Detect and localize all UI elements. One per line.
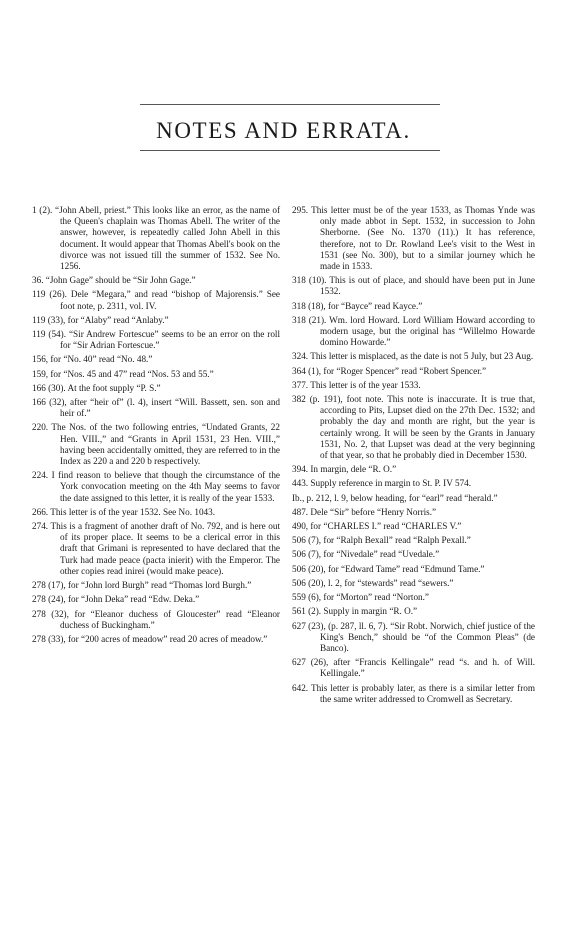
entry-text: for “Edward Tame” read “Edmund Tame.” (327, 563, 485, 574)
entry-ref: 377. (292, 379, 309, 390)
entry-ref: 278 (32), (32, 608, 69, 619)
erratum-entry (292, 205, 535, 272)
entry-text: “John Abell, priest.” This looks like an error, as the name of the Queen's chaplain was Thomas Abell. The writer of the answer, however, is repeatedly called John Abell in this document. It would appear that Thomas Abell's book on the divorce was not issued till the summer of 1532. See No. 1256. (55, 205, 281, 272)
entry-text: In margin, dele “R. O.” (310, 464, 397, 475)
entry-ref: 1 (2). (32, 205, 53, 215)
entry-text: This letter must be of the year 1533, as Thomas Ynde was only made abbot in Sept. 1532, in succession to John Sherborne. (See No. 1370 (11).) It has reference, therefore, not to Dr. Rowland Lee's visit to the West in 1531 (see No. 300), but to a similar journey which he made in 1533. (311, 205, 535, 272)
entry-text: This letter is of the year 1533. (310, 379, 421, 390)
erratum-entry (292, 315, 535, 349)
entry-text: foot note. This note is inaccurate. It is true that, according to Pits, Lupset died on the 27th Dec. 1532; and probably the day and month are right, but the year is certainly wrong. It will be seen by the Grants in January 1531, No. 2, that Lupset was dead at the very beginning of that year, so that he probably died in December 1530. (320, 394, 536, 461)
entry-text: Dele “Sir” before “Henry Norris.” (310, 506, 437, 517)
entry-text: (p. 287, ll. 6, 7). “Sir Robt. Norwich, chief justice of the King's Bench,” should be “of the Common Pleas” (de Banco). (320, 620, 536, 653)
erratum-entry (32, 315, 280, 326)
entry-ref: 166 (32), (32, 397, 67, 408)
entry-text: This letter is misplaced, as the date is not 5 July, but 23 Aug. (310, 351, 534, 362)
entry-text: for “Ralph Bexall” read “Ralph Pexall.” (323, 535, 471, 546)
erratum-entry (32, 609, 280, 631)
erratum-entry (32, 634, 280, 645)
erratum-entry (32, 329, 280, 351)
entry-ref: 324. (292, 351, 309, 362)
erratum-entry (32, 521, 280, 577)
erratum-entry (292, 535, 535, 546)
erratum-entry (292, 507, 535, 518)
erratum-entry (32, 507, 280, 518)
erratum-entry (32, 383, 280, 394)
entry-ref: 318 (10). (292, 275, 327, 286)
erratum-entry (292, 549, 535, 560)
erratum-entry (292, 606, 535, 617)
entry-text: after “heir of” (l. 4), insert “Will. Bassett, sen. son and heir of.” (60, 397, 281, 419)
entry-text: for “Alaby” read “Anlaby.” (67, 314, 169, 325)
bottom-rule (140, 150, 440, 151)
erratum-entry (32, 289, 280, 311)
right-column (292, 205, 535, 708)
entry-ref: 559 (6), (292, 592, 322, 603)
entry-text: The Nos. of the two following entries, “Undated Grants, 22 Hen. VIII.,” and “Grants in April 1531, 23 Hen. VIII.,” having been accidentally omitted, they are referred to in the Index as 220 a and 220 b respectively. (51, 422, 280, 467)
entry-ref: 224. (32, 470, 49, 481)
erratum-entry (292, 478, 535, 489)
erratum-entry (292, 621, 535, 655)
top-rule (140, 104, 440, 105)
entry-text: This letter is probably later, as there is a similar letter from the same writer addressed to Cromwell as Secretary. (310, 682, 535, 704)
entry-ref: 506 (7), (292, 549, 322, 560)
erratum-entry (292, 683, 535, 705)
entry-ref: 364 (1), (292, 365, 322, 376)
entry-ref: 627 (26), (292, 657, 329, 668)
entry-ref: 443. (292, 478, 309, 489)
erratum-entry (292, 366, 535, 377)
entry-ref: 266. (32, 506, 49, 517)
entry-ref: 156, (32, 354, 49, 365)
entry-ref: 382 (p. 191), (292, 394, 343, 405)
entry-ref: 506 (20), (292, 563, 326, 574)
entry-text: I find reason to believe that though the circumstance of the York convocation meeting on the 4th May seems to favor the date assigned to this letter, it is really of the year 1533. (51, 470, 281, 503)
entry-text: for “John lord Burgh” read “Thomas lord Burgh.” (67, 580, 252, 591)
entry-text: “John Gage” should be “Sir John Gage.” (45, 275, 196, 286)
entry-ref: 295. (292, 205, 309, 215)
erratum-entry (32, 470, 280, 504)
entry-text: Supply in margin “R. O.” (323, 606, 418, 617)
entry-ref: 119 (54). (32, 329, 66, 340)
entry-ref: 166 (30). (32, 382, 66, 393)
entry-text: for “CHARLES I.” read “CHARLES V.” (310, 521, 462, 532)
erratum-entry (292, 578, 535, 589)
entry-ref: 627 (23), (292, 620, 326, 631)
erratum-entry (32, 594, 280, 605)
entry-text: for “Morton” read “Norton.” (323, 592, 430, 603)
erratum-entry (292, 657, 535, 679)
entry-text: for “Nivedale” read “Uvedale.” (323, 549, 440, 560)
entry-ref: 220. (32, 422, 49, 433)
erratum-entry (292, 564, 535, 575)
erratum-entry (32, 397, 280, 419)
erratum-entry (292, 493, 535, 504)
erratum-entry (292, 521, 535, 532)
entry-ref: Ib., p. 212, (292, 492, 332, 503)
entry-text: This letter is of the year 1532. See No. 1043. (50, 506, 216, 517)
entry-text: for “John Deka” read “Edw. Deka.” (67, 594, 200, 605)
erratum-entry (32, 354, 280, 365)
entry-ref: 318 (18), (292, 300, 326, 311)
entry-text: for “No. 40” read “No. 48.” (50, 354, 153, 365)
entry-ref: 642. (292, 682, 309, 693)
erratum-entry (32, 369, 280, 380)
entry-text: for “Roger Spencer” read “Robert Spencer.” (323, 365, 487, 376)
entry-text: Dele “Megara,” and read “bishop of Majorensis.” See foot note, p. 2311, vol. IV. (60, 289, 280, 311)
entry-text: This is a fragment of another draft of No. 792, and is here out of its proper place. It seems to be a clerical error in this draft that Grimani is represented to have declared that the Turk had made peace (pacta inierit) with the Emperor. The other copies read inirei (would make peace). (50, 521, 280, 576)
entry-ref: 278 (17), (32, 580, 66, 591)
entry-ref: 318 (21). (292, 314, 327, 325)
entry-text: for “Bayce” read Kayce.” (327, 300, 423, 311)
entry-text: after “Francis Kellingale” read “s. and h. of Will. Kellingale.” (320, 657, 535, 679)
entry-ref: 274. (32, 521, 49, 532)
entry-text: At the foot supply “P. S.” (67, 382, 161, 393)
erratum-entry (32, 422, 280, 467)
erratum-entry (32, 205, 280, 272)
entry-text: for “200 acres of meadow” read 20 acres of meadow.” (67, 633, 268, 644)
entry-ref: 506 (20), (292, 577, 326, 588)
page-title: NOTES AND ERRATA. (156, 118, 411, 143)
entry-ref: 278 (24), (32, 594, 66, 605)
entry-ref: 36. (32, 275, 44, 286)
erratum-entry (292, 275, 535, 297)
entry-text: for “Eleanor duchess of Gloucester” read “Eleanor duchess of Buckingham.” (60, 608, 280, 630)
entry-ref: 561 (2). (292, 606, 322, 617)
left-column (32, 205, 280, 648)
erratum-entry (292, 464, 535, 475)
entry-ref: 394. (292, 464, 309, 475)
entry-ref: 119 (26). (32, 289, 67, 300)
entry-text: l. 2, for “stewards” read “sewers.” (327, 577, 454, 588)
erratum-entry (292, 301, 535, 312)
entry-ref: 119 (33), (32, 314, 66, 325)
erratum-entry (292, 592, 535, 603)
entry-text: “Sir Andrew Fortescue” seems to be an error on the roll for “Sir Adrian Fortescue.” (60, 329, 281, 351)
entry-text: l. 9, below heading, for “earl” read “herald.” (334, 492, 498, 503)
entry-text: Supply reference in margin to St. P. IV 574. (310, 478, 472, 489)
entry-text: for “Nos. 45 and 47” read “Nos. 53 and 55.” (50, 368, 214, 379)
entry-ref: 159, (32, 368, 49, 379)
erratum-entry (292, 351, 535, 362)
erratum-entry (32, 580, 280, 591)
erratum-entry (292, 380, 535, 391)
entry-text: This is out of place, and should have been put in June 1532. (320, 275, 535, 297)
erratum-entry (32, 275, 280, 286)
erratum-entry (292, 394, 535, 461)
entry-text: Wm. lord Howard. Lord William Howard according to modern usage, but the original has “Willelmo Howarde domino Howarde.” (320, 314, 535, 348)
entry-ref: 490, (292, 521, 309, 532)
entry-ref: 506 (7), (292, 535, 322, 546)
entry-ref: 487. (292, 506, 309, 517)
entry-ref: 278 (33), (32, 633, 66, 644)
